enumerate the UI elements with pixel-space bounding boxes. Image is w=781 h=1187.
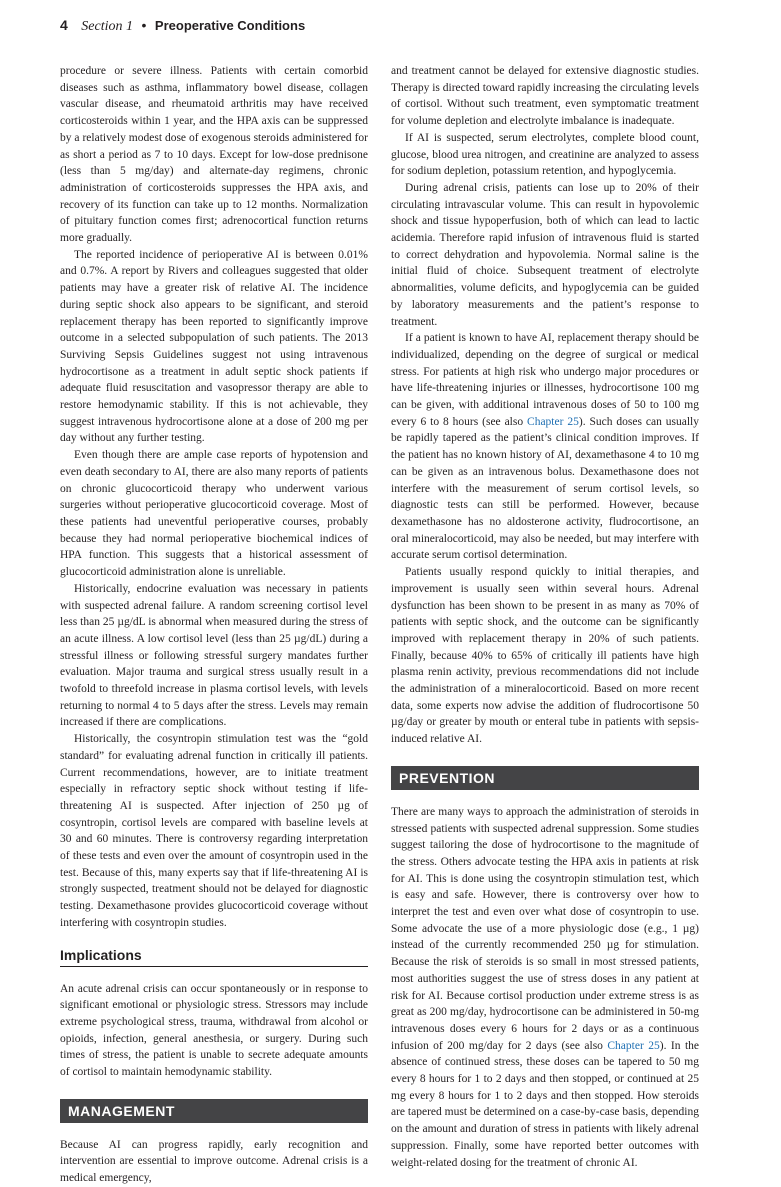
text-run: If a patient is known to have AI, replacement therapy should be individualized, depending on the degree of surgical or medical stress. For patients at high risk who undergo major procedures or have life-threatening injuries or illnesses, hydrocortisone 100 mg can be given, with additional intravenous doses of 50 to 100 mg every 6 to 8 hours (see also [391,332,699,428]
left-column [60,63,368,1187]
paragraph: procedure or severe illness. Patients with certain comorbid diseases such as asthma, inflammatory bowel disease, collagen vascular disease, and rheumatoid arthritis may have received corticosteroids within 1 year, and the HPA axis can be suppressed by a relatively modest dose of exogenous steroids administered for as short a period as 7 to 10 days. Except for low-dose prednisone (less than 5 mg/day) and alternate-day regimens, chronic administration of corticosteroids suppresses the HPA axis, and recovery of its function can take up to 12 months. Normalization of pituitary function comes first; adrenocortical function returns more gradually. [60,65,368,245]
chapter-link[interactable]: Chapter 25 [527,415,579,428]
chapter-link[interactable]: Chapter 25 [607,1039,660,1052]
running-header [60,17,305,35]
text-run: There are many ways to approach the administration of steroids in stressed patients with suspected adrenal suppression. Some studies suggest tailoring the dose of hydrocortisone to the magnitude of the stress. Others advocate testing the HPA axis in patients at risk for AI. This is done using the cosyntropin stimulation test, which is easy and safe. However, there is controversy over how to interpret the test and even over what dose of cosyntropin to use. Some advocate the use of a more physiologic dose (e.g., 1 µg) instead of the currently recommended 250 µg for stimulation. Because the risk of steroids is so small in most stressed patients, most authorities suggest the use of stress doses in any patient at risk for AI. Because cortisol production under extreme stress is as great as 200 mg/day, hydrocortisone can be administered in 50-mg intravenous doses every 6 hours for 2 days or as a continuous infusion of 200 mg/day for 2 days (see also [391,805,699,1052]
paragraph: and treatment cannot be delayed for extensive diagnostic studies. Therapy is directed toward rapidly increasing the circulating levels of cortisol. Without such treatment, even symptomatic treatment for volume depletion and electrolyte imbalance is inadequate. [391,65,699,128]
prevention-heading: PREVENTION [391,766,699,790]
section-label: Section 1 [81,19,134,34]
paragraph: Because AI can progress rapidly, early recognition and intervention are essential to improve outcome. Adrenal crisis is a medical emergency, [60,1138,368,1185]
paragraph: Historically, the cosyntropin stimulation test was the “gold standard” for evaluating adrenal function in critically ill patients. Current recommendations, however, are to initiate treatment especially in refractory septic shock without testing if life-threatening AI is suspected. After injection of 250 µg of cosyntropin, cortisol levels are compared with baseline levels at 30 and 60 minutes. There is controversy regarding interpretation of these tests and even over the amount of cosyntropin used in the test. Because of this, many experts say that if life-threatening AI is strongly suspected, treatment should not be delayed for diagnostic testing. Dexamethasone provides glucocorticoid coverage without interfering with cosyntropin studies. [60,733,368,929]
right-column [391,63,699,1171]
paragraph: Historically, endocrine evaluation was necessary in patients with suspected adrenal failure. A random screening cortisol level less than 25 µg/dL is abnormal when measured during the stress of an acute illness. A low cortisol level (less than 25 µg/dL) during a stressful illness or following stressful surgery mandates further evaluation. Major trauma and surgical stress usually result in a twofold to threefold increase in plasma cortisol levels, with levels returning to normal 4 to 5 days after the stress. Levels may remain increased if there are complications. [60,582,368,729]
paragraph [391,804,699,1171]
text-run: ). In the absence of continued stress, these doses can be tapered to 50 mg every 8 hours for 1 to 2 days and then stopped, or continued at 25 mg every 8 hours for 1 to 2 days and then stopped. How steroids are tapered must be determined on a case-by-case basis, depending on the amount and duration of stress in patients with likely adrenal suppression. Finally, some have reported better outcomes with weight-related dosing for the treatment of chronic AI. [391,1039,699,1169]
paragraph: If AI is suspected, serum electrolytes, complete blood count, glucose, blood urea nitrogen, and creatinine are analyzed to assess for sodium depletion, potassium retention, and hypoglycemia. [391,131,699,178]
implications-heading: Implications [60,947,368,967]
page-number: 4 [60,17,68,33]
paragraph: Even though there are ample case reports of hypotension and even death secondary to AI, there are also many reports of patients on chronic glucocorticoid therapy who underwent various surgeries without perioperative glucocorticoid coverage. Most of these patients had uneventful perioperative courses, probably because they had normal perioperative biochemical indices of HPA function. This suggests that a historical assessment of glucocorticoid administration alone is unreliable. [60,449,368,579]
header-bullet: • [141,17,147,33]
paragraph: Patients usually respond quickly to initial therapies, and improvement is usually seen within several hours. Adrenal dysfunction has been shown to be present in as many as 70% of patients with septic shock, and the outcome can be significantly improved with replacement therapy in 20% of such patients. Finally, because 40% to 65% of critically ill patients have high plasma renin activity, previous recommendations did not include the administration of a mineralocorticoid. Based on more recent data, some experts now advise the addition of fludrocortisone 50 µg/day or greater by mouth or enteral tube in patients with sepsis-induced relative AI. [391,566,699,746]
text-run: ). Such doses can usually be rapidly tapered as the patient’s clinical condition improves. If the patient has no known history of AI, dexamethasone 4 to 10 mg can be given as an intravenous bolus. Dexamethasone does not interfere with the measurement of serum cortisol levels, so diagnostic tests can still be performed. However, because dexamethasone has no aldosterone activity, fludrocortisone, an oral mineralocorticoid, may also be needed, but may interfere with accurate serum cortisol determination. [391,415,699,562]
paragraph: An acute adrenal crisis can occur spontaneously or in response to significant emotional or physiologic stress. Stressors may include extreme psychological stress, trauma, withdrawal from alcohol or opioids, infection, general anesthesia, or surgery. During such times of stress, the patient is unable to secrete adequate amounts of cortisol to maintain hemodynamic stability. [60,982,368,1079]
chapter-title: Preoperative Conditions [154,18,306,33]
paragraph: The reported incidence of perioperative AI is between 0.01% and 0.7%. A report by Rivers and colleagues suggested that older patients may have a greater risk of relative AI. The incidence during septic shock also appears to be significant, and steroid replacement therapy has been reported to significantly improve outcome in a selected subpopulation of such patients. The 2013 Surviving Sepsis Guidelines suggest not using intravenous hydrocortisone as a treatment in adult septic shock patients if adequate fluid resuscitation and vasopressor therapy are able to restore hemodynamic stability. If this is not achievable, they suggest intravenous hydrocortisone alone at a dose of 200 mg per day without any further testing. [60,248,368,445]
paragraph: During adrenal crisis, patients can lose up to 20% of their circulating intravascular volume. This can result in hypovolemic shock and tissue hypoperfusion, both of which can lead to lactic acidemia. Therefore rapid infusion of intravenous fluid is started to correct dehydration and hypovolemia. Normal saline is the initial fluid of choice. Subsequent treatment of electrolyte abnormalities, volume deficits, and hypoglycemia can be guided by laboratory measurements and the patient’s response to treatment. [391,181,699,328]
paragraph [391,330,699,564]
management-heading: MANAGEMENT [60,1099,368,1123]
